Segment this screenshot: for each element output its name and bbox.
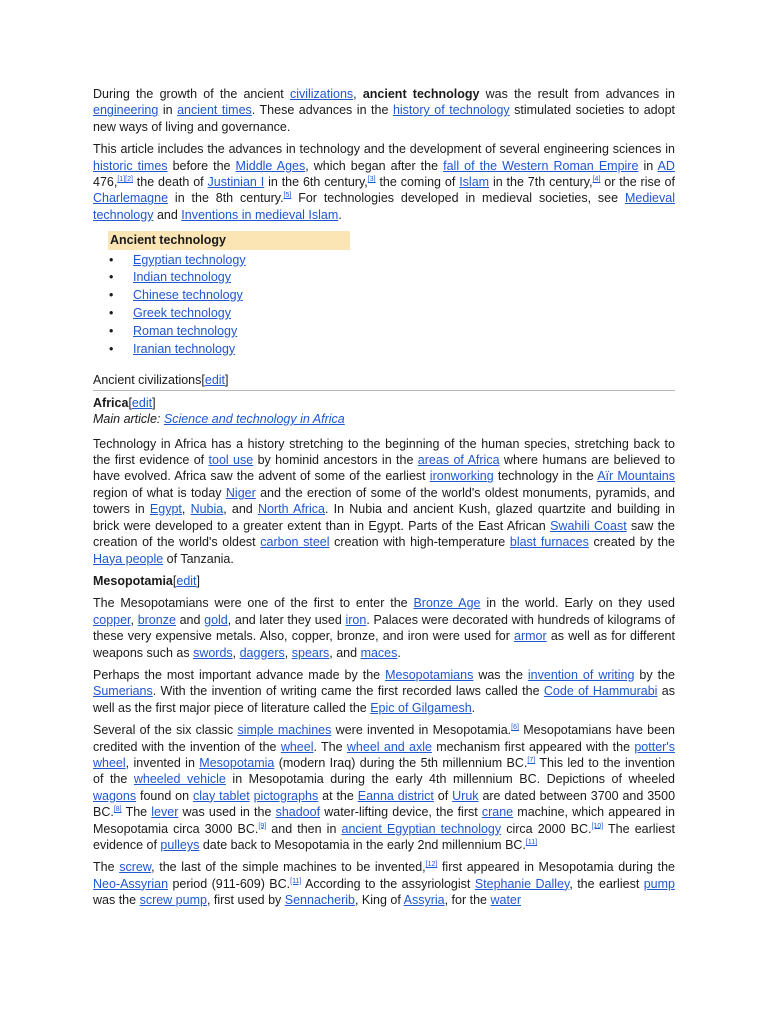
text: as well as for different weapons such as <box>93 629 675 660</box>
text: The <box>121 805 152 820</box>
link-egyptian-technology[interactable]: Egyptian technology <box>133 252 246 267</box>
subsection-title: Africa <box>93 395 129 410</box>
link-areas-of-africa[interactable]: areas of Africa <box>417 453 500 468</box>
link-code-of-hammurabi[interactable]: Code of Hammurabi <box>543 684 658 699</box>
link-historic-times[interactable]: historic times <box>93 158 168 173</box>
text: , and later they used <box>227 612 346 627</box>
text: . In Nubia and ancient Kush, glazed quartzite and building in brick were developed to a greater extent than in Egypt. Parts of the East African <box>93 502 676 533</box>
link-swords[interactable]: swords <box>193 645 233 660</box>
link-wheeled-vehicle[interactable]: wheeled vehicle <box>133 772 226 787</box>
text: Mesopotamians have been credited with the invention of the <box>93 723 675 754</box>
text: , first used by <box>206 893 285 908</box>
text: . Palaces were decorated with hundreds of kilograms of these very expensive metals. Also, copper, bronze, and iron were used for <box>93 612 675 644</box>
text: Several of the six classic <box>93 723 238 738</box>
intro-paragraph-2 <box>93 141 675 223</box>
link-air-mountains[interactable]: Aïr Mountains <box>597 469 675 484</box>
text: was used in the <box>178 805 276 820</box>
text: by hominid ancestors in the <box>253 453 418 468</box>
navbox-list <box>93 252 675 359</box>
edit-link[interactable]: edit <box>204 373 226 388</box>
text: The <box>93 860 120 875</box>
link-tool-use[interactable]: tool use <box>208 453 254 468</box>
link-mesopotamians[interactable]: Mesopotamians <box>385 667 474 682</box>
bracket: ] <box>196 573 201 588</box>
link-neo-assyrian[interactable]: Neo-Assyrian <box>93 876 169 891</box>
text: are dated between 3700 and 3500 BC. <box>93 788 676 820</box>
article-body <box>93 86 675 915</box>
link-sumerians[interactable]: Sumerians <box>93 684 153 699</box>
text: mechanism first appeared with the <box>431 739 635 754</box>
link-maces[interactable]: maces <box>360 645 398 660</box>
section-title: Ancient civilizations <box>93 373 202 388</box>
text: circa 2000 BC. <box>501 821 592 836</box>
link-charlemagne[interactable]: Charlemagne <box>93 191 169 206</box>
link-chinese-technology[interactable]: Chinese technology <box>133 288 243 303</box>
link-ancient-egyptian-technology[interactable]: ancient Egyptian technology <box>341 821 502 836</box>
link-blast-furnaces[interactable]: blast furnaces <box>509 535 589 550</box>
section-heading-ancient-civilizations <box>93 372 675 390</box>
navbox-title: Ancient technology <box>108 231 350 249</box>
link-niger[interactable]: Niger <box>225 485 256 500</box>
link-crane[interactable]: crane <box>481 805 514 820</box>
text: was the <box>473 667 528 682</box>
citation[interactable]: [11] <box>290 877 302 885</box>
text: , <box>181 502 191 517</box>
link-pump[interactable]: pump <box>643 876 675 891</box>
link-wagons[interactable]: wagons <box>93 788 137 803</box>
bracket: ] <box>152 395 156 410</box>
text: . <box>397 645 401 660</box>
subsection-title: Mesopotamia <box>93 573 173 588</box>
link-roman-technology[interactable]: Roman technology <box>133 323 238 338</box>
text: The earliest evidence of <box>93 821 675 852</box>
citation[interactable]: [9] <box>258 822 267 830</box>
list-item <box>133 252 675 270</box>
link-ironworking[interactable]: ironworking <box>429 469 494 484</box>
text: Perhaps the most important advance made by the <box>93 667 386 682</box>
link-water[interactable]: water <box>490 893 522 908</box>
text: and <box>153 207 182 222</box>
text: and the erection of some of the world's oldest monuments, pyramids, and towers in <box>93 485 676 517</box>
link-ancient-times[interactable]: ancient times <box>177 103 252 118</box>
text: in <box>158 103 178 118</box>
mesopotamia-paragraph-4 <box>93 859 675 908</box>
link-pulleys[interactable]: pulleys <box>160 838 200 852</box>
citation[interactable]: [5] <box>283 192 292 200</box>
intro-paragraph-1 <box>93 86 675 135</box>
citation[interactable]: [6] <box>511 724 519 731</box>
link-history-of-technology[interactable]: history of technology <box>392 103 510 118</box>
text: and then in <box>266 821 342 836</box>
text: stimulated societies to adopt new ways of living and governance. <box>93 103 675 134</box>
text: period (911-609) BC. <box>168 876 291 891</box>
text: the coming of <box>375 175 460 190</box>
link-ad[interactable]: AD <box>657 158 675 173</box>
text: before the <box>167 158 236 173</box>
text: , <box>130 612 138 627</box>
link-clay-tablet[interactable]: clay tablet <box>192 788 250 803</box>
citation[interactable]: [1][2] <box>117 175 133 183</box>
link-engineering[interactable]: engineering <box>93 103 159 118</box>
text: The Mesopotamians were one of the first to enter the <box>93 596 414 611</box>
text: , and <box>223 502 258 517</box>
text: machine, which appeared in Mesopotamia circa 3000 BC. <box>93 805 675 836</box>
text: 476, <box>93 175 118 190</box>
citation[interactable]: [4] <box>592 175 601 183</box>
link-north-africa[interactable]: North Africa <box>257 502 325 517</box>
main-article-note <box>93 411 675 427</box>
text: first appeared in Mesopotamia during the <box>437 860 675 875</box>
text: , the earliest <box>569 876 644 891</box>
list-item <box>133 305 675 323</box>
list-item <box>133 323 675 341</box>
text: where humans are believed to have evolved. Africa saw the advent of some of the earliest <box>93 453 676 484</box>
link-eanna-district[interactable]: Eanna district <box>357 788 434 803</box>
text: , the last of the simple machines to be invented, <box>151 860 426 875</box>
text: . With the invention of writing came the first recorded laws called the <box>152 684 544 699</box>
text: of Tanzania. <box>163 551 234 566</box>
citation[interactable]: [10] <box>591 822 604 830</box>
link-fall-of-western-roman-empire[interactable]: fall of the Western Roman Empire <box>443 158 639 173</box>
text: Technology in Africa has a history stretching to the beginning of the human species, stretching back to the first evidence of <box>93 436 675 468</box>
text: at the <box>318 788 358 803</box>
link-wheel[interactable]: wheel <box>280 739 314 754</box>
text: saw the creation of the world's oldest <box>93 518 675 550</box>
link-wheel-and-axle[interactable]: wheel and axle <box>346 739 432 754</box>
text: in <box>638 158 658 173</box>
subsection-heading-mesopotamia <box>93 573 675 589</box>
text: According to the assyriologist <box>301 876 475 891</box>
text: This article includes the advances in technology and the development of several engineering sciences in <box>93 142 675 157</box>
text: , <box>353 87 363 101</box>
bracket: ] <box>225 373 229 388</box>
text: , for the <box>444 893 491 908</box>
link-lever[interactable]: lever <box>151 805 179 820</box>
link-potters-wheel[interactable]: potter's wheel <box>93 739 675 770</box>
citation[interactable]: [8] <box>113 806 122 814</box>
link-iron[interactable]: iron <box>345 612 367 627</box>
text: of <box>433 788 453 803</box>
text: water-lifting device, the first <box>320 805 482 820</box>
link-stephanie-dalley[interactable]: Stephanie Dalley <box>474 876 570 891</box>
link-epic-of-gilgamesh[interactable]: Epic of Gilgamesh <box>370 700 472 715</box>
text: (modern Iraq) during the 5th millennium BC. <box>274 755 528 770</box>
text: region of what is today <box>93 485 226 500</box>
text: in the 7th century, <box>489 175 593 190</box>
text: , which began after the <box>305 158 444 173</box>
link-invention-of-writing[interactable]: invention of writing <box>527 667 635 682</box>
link-justinian[interactable]: Justinian I <box>207 175 265 190</box>
text: in the world. Early on they used <box>480 596 676 611</box>
link-egypt[interactable]: Egypt <box>149 502 182 517</box>
text: Main article: <box>93 412 164 427</box>
text: date back to Mesopotamia in the early 2nd millennium BC. <box>199 838 526 852</box>
mesopotamia-paragraph-1 <box>93 595 675 661</box>
text: , invented in <box>125 755 200 770</box>
link-pictographs[interactable]: pictographs <box>253 788 319 803</box>
link-copper[interactable]: copper <box>93 612 131 627</box>
text: or the rise of <box>600 175 675 190</box>
citation[interactable]: [3] <box>367 175 376 183</box>
text: , <box>284 645 292 660</box>
text: was the result from advances in <box>479 87 676 101</box>
text: found on <box>136 788 193 803</box>
mesopotamia-paragraph-2 <box>93 667 675 716</box>
link-haya-people[interactable]: Haya people <box>93 551 164 566</box>
text: by the <box>634 667 675 682</box>
text: , <box>232 645 240 660</box>
text: . The <box>313 739 347 754</box>
link-civilizations[interactable]: civilizations <box>289 87 354 101</box>
link-swahili-coast[interactable]: Swahili Coast <box>550 518 627 533</box>
bracket: [ <box>128 395 132 410</box>
text: created by the <box>588 535 675 550</box>
text: During the growth of the ancient <box>93 87 290 101</box>
subsection-heading-africa <box>93 395 675 411</box>
link-science-technology-africa[interactable]: Science and technology in Africa <box>163 412 345 427</box>
link-bronze-age[interactable]: Bronze Age <box>413 596 481 611</box>
text: creation with high-temperature <box>329 535 510 550</box>
text: . <box>338 207 342 222</box>
bracket: [ <box>201 373 205 388</box>
africa-paragraph <box>93 436 675 567</box>
text: This led to the invention of the <box>93 755 676 787</box>
link-screw[interactable]: screw <box>119 860 152 875</box>
link-sennacherib[interactable]: Sennacherib <box>284 893 355 908</box>
link-islam[interactable]: Islam <box>459 175 490 190</box>
text: were invented in Mesopotamia. <box>331 723 512 738</box>
link-nubia[interactable]: Nubia <box>190 502 224 517</box>
citation[interactable]: [12] <box>425 861 438 869</box>
bracket: [ <box>172 573 177 588</box>
link-iranian-technology[interactable]: Iranian technology <box>133 341 236 356</box>
text: . <box>471 700 476 715</box>
link-greek-technology[interactable]: Greek technology <box>133 306 231 321</box>
text: in the 6th century, <box>264 175 368 190</box>
text: as well as the first major piece of literature called the <box>93 684 675 715</box>
edit-link[interactable]: edit <box>131 395 153 410</box>
mesopotamia-paragraph-3 <box>93 722 675 853</box>
text: in Mesopotamia during the early 4th millennium BC. Depictions of wheeled <box>225 772 676 787</box>
link-assyria[interactable]: Assyria <box>403 893 445 908</box>
text: For technologies developed in medieval societies, see <box>291 191 625 206</box>
link-shadoof[interactable]: shadoof <box>275 805 321 820</box>
link-screw-pump[interactable]: screw pump <box>139 893 207 908</box>
text: the death of <box>132 175 208 190</box>
link-mesopotamia[interactable]: Mesopotamia <box>199 755 275 770</box>
list-item <box>133 341 675 359</box>
bold-term: ancient technology <box>362 87 480 101</box>
text: and <box>175 612 205 627</box>
link-medieval-technology[interactable]: Medieval technology <box>93 191 675 222</box>
link-indian-technology[interactable]: Indian technology <box>133 270 231 285</box>
link-gold[interactable]: gold <box>204 612 228 627</box>
edit-link[interactable]: edit <box>176 573 197 588</box>
link-daggers[interactable]: daggers <box>239 645 285 660</box>
text: , King of <box>354 893 404 908</box>
link-armor[interactable]: armor <box>514 629 547 644</box>
text: technology in the <box>493 469 598 484</box>
citation[interactable]: [11] <box>525 838 538 846</box>
link-spears[interactable]: spears <box>291 645 330 660</box>
link-middle-ages[interactable]: Middle Ages <box>235 158 306 173</box>
link-bronze[interactable]: bronze <box>137 612 176 627</box>
citation[interactable]: [7] <box>527 756 536 764</box>
list-item <box>133 287 675 305</box>
link-uruk[interactable]: Uruk <box>452 788 479 803</box>
link-simple-machines[interactable]: simple machines <box>237 723 332 738</box>
link-carbon-steel[interactable]: carbon steel <box>260 535 330 550</box>
text: in the 8th century. <box>168 191 284 206</box>
link-inventions-medieval-islam[interactable]: Inventions in medieval Islam <box>181 207 339 222</box>
text: , and <box>329 645 361 660</box>
list-item <box>133 269 675 287</box>
text: . These advances in the <box>251 103 393 118</box>
text: was the <box>93 893 140 908</box>
